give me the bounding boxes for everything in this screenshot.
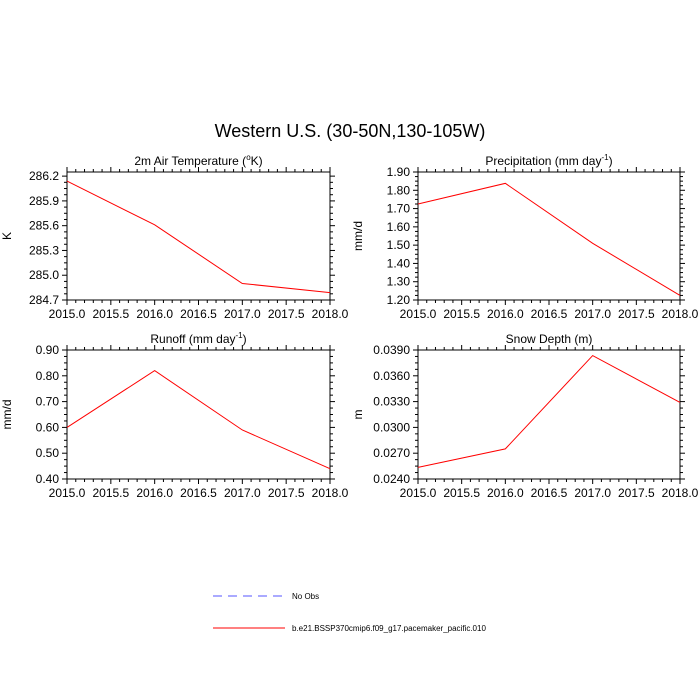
panel-title: 2m Air Temperature ($^o$K) (134, 153, 263, 168)
y-tick-label: 285.6 (28, 218, 59, 233)
series-line (418, 183, 680, 295)
y-tick-label: 0.40 (35, 472, 59, 486)
x-tick-label: 2018.0 (661, 307, 699, 321)
x-tick-label: 2017.5 (267, 307, 305, 321)
y-tick-label: 0.80 (35, 368, 59, 383)
x-tick-label: 2017.0 (574, 486, 612, 500)
y-tick-label: 0.0330 (373, 394, 410, 409)
y-tick-label: 286.2 (28, 169, 59, 184)
legend-model-label: b.e21.BSSP370cmip6.f09_g17.pacemaker_pacific.010 (292, 624, 486, 633)
panel-title: Snow Depth (m) (505, 332, 593, 346)
y-tick-label: 1.20 (386, 293, 410, 307)
y-tick-label: 1.60 (386, 219, 410, 234)
series-line (418, 356, 680, 468)
series-line (67, 181, 330, 292)
panel-2 (351, 153, 699, 321)
y-tick-label: 0.70 (35, 394, 59, 409)
x-tick-label: 2016.0 (486, 486, 524, 500)
x-tick-label: 2017.0 (223, 307, 261, 321)
x-tick-label: 2018.0 (661, 486, 699, 500)
legend (213, 592, 486, 633)
x-tick-label: 2015.5 (443, 486, 481, 500)
plot-frame (67, 172, 330, 300)
x-tick-label: 2018.0 (311, 307, 349, 321)
y-tick-label: 0.0300 (373, 420, 410, 435)
x-tick-label: 2016.0 (136, 307, 174, 321)
x-tick-label: 2015.0 (48, 486, 86, 500)
series-line (67, 371, 330, 469)
x-tick-label: 2017.0 (574, 307, 612, 321)
legend-obs-label: No Obs (292, 592, 320, 601)
plot-frame (67, 350, 330, 479)
panel-title: Runoff (mm day$^{-1}$) (150, 331, 247, 346)
y-tick-label: 285.3 (28, 243, 59, 258)
y-tick-label: 285.0 (28, 268, 59, 283)
x-tick-label: 2016.0 (136, 486, 174, 500)
x-tick-label: 2015.5 (443, 307, 481, 321)
x-tick-label: 2015.0 (399, 307, 437, 321)
y-tick-label: 1.30 (386, 274, 410, 289)
y-axis-label: mm/d (351, 221, 365, 251)
x-tick-label: 2017.5 (617, 307, 655, 321)
y-tick-label: 1.80 (386, 183, 410, 198)
y-tick-label: 0.0390 (373, 343, 410, 357)
y-tick-label: 1.50 (386, 238, 410, 253)
y-tick-label: 0.0270 (373, 446, 410, 461)
y-tick-label: 284.7 (28, 293, 59, 307)
x-tick-label: 2016.0 (486, 307, 524, 321)
panel-4 (351, 332, 699, 500)
x-tick-label: 2018.0 (311, 486, 349, 500)
y-axis-label: K (0, 231, 14, 241)
x-tick-label: 2016.5 (530, 486, 568, 500)
y-tick-label: 0.0360 (373, 368, 410, 383)
y-axis-label: m (351, 409, 365, 420)
x-tick-label: 2016.5 (530, 307, 568, 321)
x-tick-label: 2015.5 (92, 486, 130, 500)
panels (0, 153, 699, 500)
x-tick-label: 2015.5 (92, 307, 130, 321)
x-tick-label: 2015.0 (399, 486, 437, 500)
panel-3 (0, 331, 349, 500)
y-tick-label: 0.0240 (373, 472, 410, 486)
y-axis-label: mm/d (0, 399, 14, 430)
y-tick-label: 1.70 (386, 201, 410, 216)
y-tick-label: 1.90 (386, 165, 410, 179)
plot-frame (418, 172, 680, 300)
figure-title: Western U.S. (30-50N,130-105W) (214, 121, 486, 141)
x-tick-label: 2017.5 (267, 486, 305, 500)
y-tick-label: 0.90 (35, 343, 59, 357)
x-tick-label: 2017.5 (617, 486, 655, 500)
x-tick-label: 2015.0 (48, 307, 86, 321)
x-tick-label: 2017.0 (223, 486, 261, 500)
y-tick-label: 1.40 (386, 256, 410, 271)
panel-1 (0, 153, 349, 321)
x-tick-label: 2016.5 (180, 486, 217, 500)
plot-frame (418, 350, 680, 479)
y-tick-label: 0.60 (35, 420, 59, 435)
y-tick-label: 0.50 (35, 446, 59, 461)
y-tick-label: 285.9 (28, 193, 59, 208)
panel-title: Precipitation (mm day$^{-1}$) (485, 153, 613, 168)
x-tick-label: 2016.5 (180, 307, 217, 321)
